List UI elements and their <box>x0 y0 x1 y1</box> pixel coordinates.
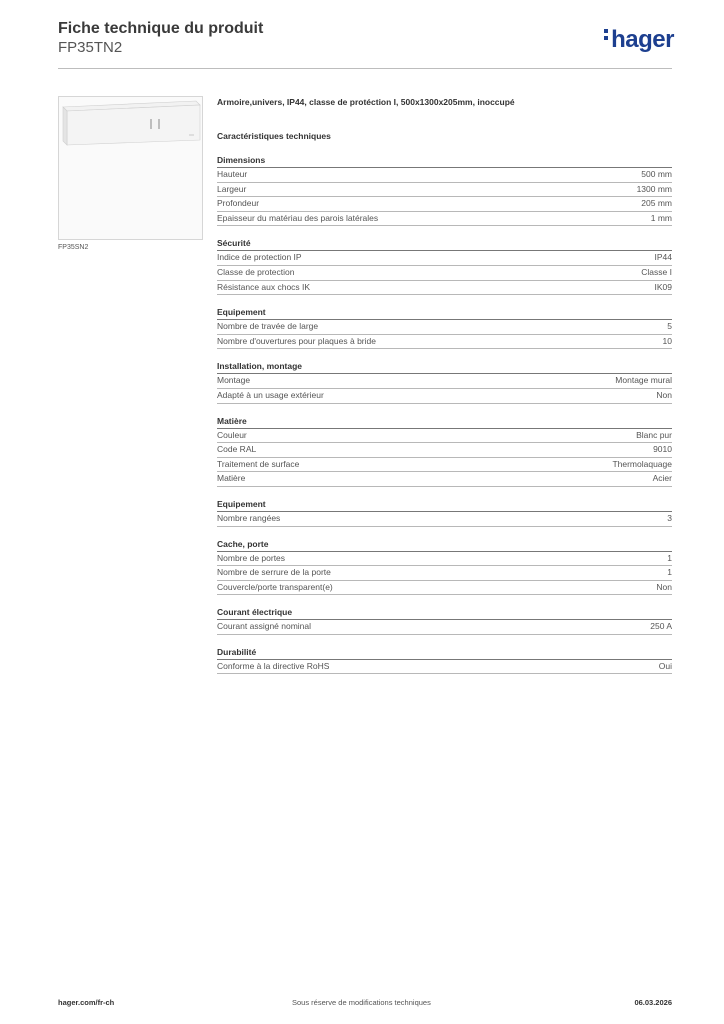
spec-section <box>217 537 672 596</box>
spec-row <box>217 566 672 581</box>
spec-value: 1300 mm <box>636 183 672 194</box>
spec-label: Courant assigné nominal <box>217 621 312 632</box>
spec-value: 1 <box>667 567 672 578</box>
spec-section <box>217 359 672 403</box>
cabinet-illustration <box>59 97 202 239</box>
spec-row <box>217 552 672 567</box>
spec-value: Montage mural <box>615 375 672 386</box>
logo-dots-icon <box>604 29 609 43</box>
spec-label: Profondeur <box>217 198 260 209</box>
spec-value: Acier <box>652 473 672 484</box>
spec-label: Hauteur <box>217 169 248 179</box>
spec-value: Classe I <box>641 266 672 277</box>
spec-row <box>217 168 672 183</box>
spec-value: Non <box>656 389 672 400</box>
spec-sections <box>217 153 672 674</box>
spec-row <box>217 512 672 527</box>
section-title: Durabilité <box>217 645 672 660</box>
section-title: Equipement <box>217 305 672 320</box>
spec-value: Oui <box>658 660 672 671</box>
spec-label: Epaisseur du matériau des parois latérales <box>217 212 379 223</box>
spec-row <box>217 581 672 596</box>
section-title: Equipement <box>217 497 672 512</box>
spec-row <box>217 281 672 296</box>
spec-row <box>217 320 672 335</box>
spec-label: Nombre de travée de large <box>217 321 319 332</box>
spec-label: Résistance aux chocs IK <box>217 281 311 292</box>
header-divider <box>58 68 672 69</box>
spec-row <box>217 472 672 487</box>
hager-logo[interactable] <box>604 26 674 54</box>
spec-row <box>217 374 672 389</box>
spec-row <box>217 197 672 212</box>
spec-label: Indice de protection IP <box>217 252 302 263</box>
image-caption: FP35SN2 <box>58 244 89 251</box>
spec-label: Nombre de portes <box>217 552 286 563</box>
product-code: FP35TN2 <box>58 39 123 56</box>
spec-section <box>217 153 672 226</box>
spec-label: Conforme à la directive RoHS <box>217 660 330 671</box>
spec-label: Montage <box>217 375 251 386</box>
spec-label: Classe de protection <box>217 266 295 277</box>
spec-section <box>217 236 672 295</box>
spec-value: 5 <box>667 321 672 332</box>
spec-label: Nombre de serrure de la porte <box>217 567 331 578</box>
spec-value: 500 mm <box>641 169 672 179</box>
spec-value: 205 mm <box>641 198 672 209</box>
spec-value: 1 <box>667 552 672 563</box>
spec-section <box>217 645 672 675</box>
spec-value: IP44 <box>654 252 672 263</box>
product-description: Armoire,univers, IP44, classe de protéction I, 500x1300x205mm, inoccupé <box>217 97 515 107</box>
spec-value: Non <box>656 581 672 592</box>
spec-label: Matière <box>217 473 246 484</box>
spec-value: Blanc pur <box>636 429 672 440</box>
section-title: Sécurité <box>217 236 672 251</box>
section-title: Cache, porte <box>217 537 672 552</box>
logo-text: hager <box>611 26 674 53</box>
page-title: Fiche technique du produit <box>58 20 264 37</box>
product-image <box>58 96 203 240</box>
spec-row <box>217 389 672 404</box>
spec-label: Largeur <box>217 183 247 194</box>
footer-website[interactable]: hager.com/fr-ch <box>58 998 115 1007</box>
spec-row <box>217 183 672 198</box>
spec-section <box>217 305 672 349</box>
spec-value: Thermolaquage <box>612 458 672 469</box>
spec-value: 1 mm <box>650 212 672 223</box>
characteristics-heading: Caractéristiques techniques <box>217 131 331 141</box>
spec-value: 3 <box>667 512 672 523</box>
spec-label: Adapté à un usage extérieur <box>217 389 324 400</box>
spec-label: Couvercle/porte transparent(e) <box>217 581 333 592</box>
section-title: Installation, montage <box>217 359 672 374</box>
spec-value: IK09 <box>654 281 672 292</box>
spec-row <box>217 660 672 675</box>
spec-row <box>217 251 672 266</box>
spec-label: Traitement de surface <box>217 458 300 469</box>
spec-section <box>217 497 672 527</box>
spec-value: 10 <box>662 335 672 346</box>
section-title: Matière <box>217 414 672 429</box>
spec-row <box>217 212 672 227</box>
spec-label: Code RAL <box>217 444 257 455</box>
spec-value: 250 A <box>650 621 672 632</box>
spec-row <box>217 429 672 444</box>
footer-disclaimer: Sous réserve de modifications techniques <box>292 998 431 1007</box>
section-title: Dimensions <box>217 153 672 168</box>
spec-section <box>217 605 672 635</box>
spec-row <box>217 266 672 281</box>
footer-date: 06.03.2026 <box>634 998 672 1007</box>
spec-row <box>217 620 672 635</box>
spec-row <box>217 443 672 458</box>
section-title: Courant électrique <box>217 605 672 620</box>
spec-value: 9010 <box>653 444 672 455</box>
spec-label: Nombre d'ouvertures pour plaques à bride <box>217 335 376 346</box>
spec-row <box>217 458 672 473</box>
spec-content <box>217 95 672 674</box>
spec-label: Nombre rangées <box>217 512 281 523</box>
spec-label: Couleur <box>217 429 247 440</box>
spec-row <box>217 335 672 350</box>
spec-section <box>217 414 672 487</box>
